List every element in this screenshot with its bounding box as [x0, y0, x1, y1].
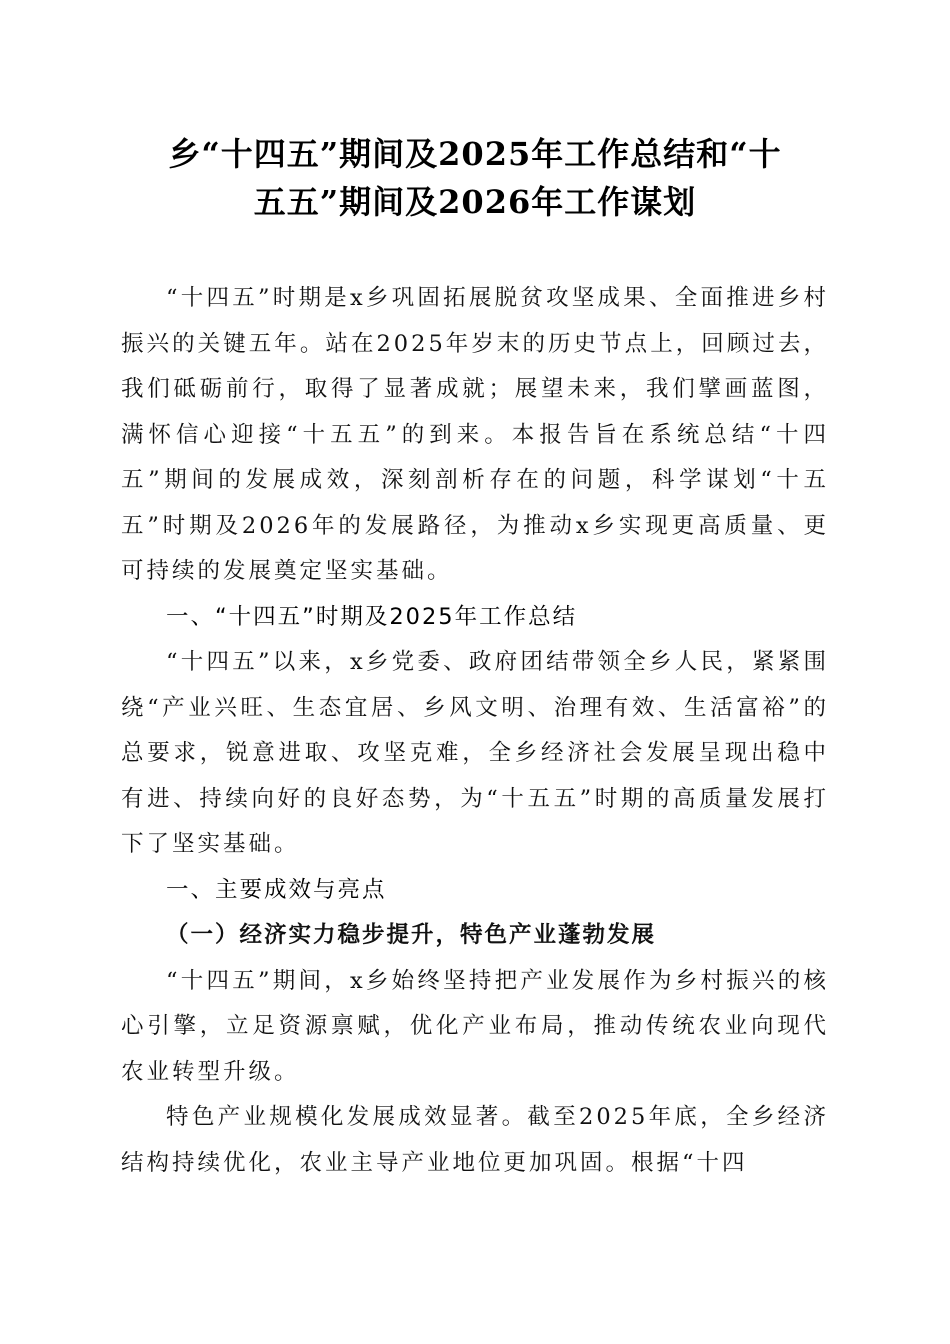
intro-paragraph: “十四五”时期是x乡巩固拓展脱贫攻坚成果、全面推进乡村振兴的关键五年。站在2025年岁末的历史节点上，回顾过去，我们砥砺前行，取得了显著成就；展望未来，我们擘画蓝图，满怀信心迎接“十五五”的到来。本报告旨在系统总结“十四五”期间的发展成效，深刻剖析存在的问题，科学谋划“十五五”时期及2026年的发展路径，为推动x乡实现更高质量、更可持续的发展奠定坚实基础。 — [121, 285, 829, 584]
section-heading: 一、“十四五”时期及2025年工作总结 — [166, 603, 578, 630]
document-body — [121, 276, 829, 1186]
document-title — [121, 130, 829, 226]
document-header — [121, 130, 829, 226]
industry-paragraph: “十四五”期间，x乡始终坚持把产业发展作为乡村振兴的核心引擎，立足资源禀赋，优化产业布局，推动传统农业向现代农业转型升级。 — [121, 967, 829, 1085]
subsection-heading: 一、主要成效与亮点 — [166, 876, 387, 903]
scale-paragraph: 特色产业规模化发展成效显著。截至2025年底，全乡经济结构持续优化，农业主导产业地位更加巩固。根据“十四 — [121, 1104, 829, 1176]
section-paragraph: “十四五”以来，x乡党委、政府团结带领全乡人民，紧紧围绕“产业兴旺、生态宜居、乡风文明、治理有效、生活富裕”的总要求，锐意进取、攻坚克难，全乡经济社会发展呈现出稳中有进、持续向好的良好态势，为“十五五”时期的高质量发展打下了坚实基础。 — [121, 649, 829, 857]
title-line-1: 乡“十四五”期间及2025年工作总结和“十 — [168, 135, 782, 173]
subsubsection-heading: （一）经济实力稳步提升，特色产业蓬勃发展 — [166, 922, 657, 948]
title-line-2: 五五”期间及2026年工作谋划 — [253, 183, 697, 221]
